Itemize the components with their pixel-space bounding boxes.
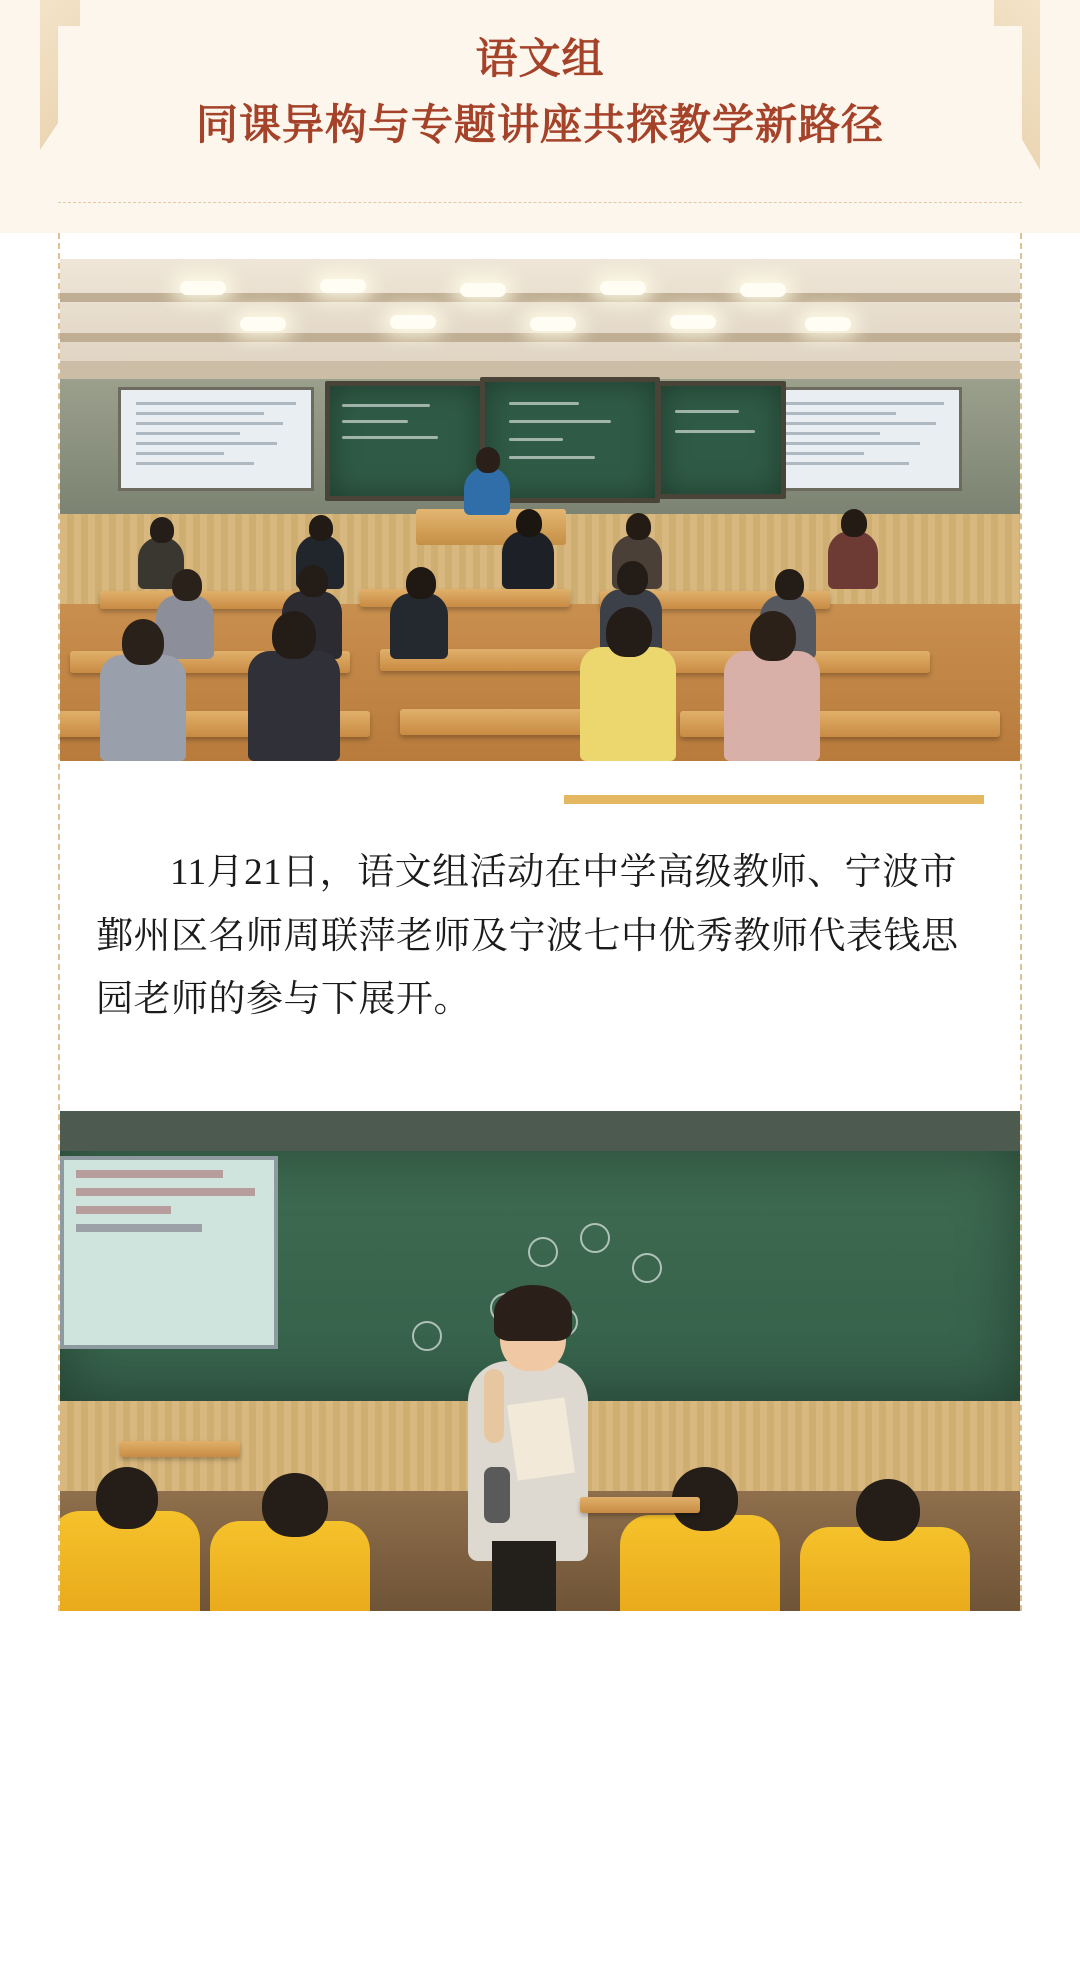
- article-header: [0, 0, 1080, 233]
- photo-top-spacer: [60, 233, 1020, 259]
- accent-bar: [564, 795, 984, 804]
- page-title: 语文组: [475, 35, 605, 82]
- header-inner: [58, 26, 1022, 176]
- projection-screen: [60, 1156, 278, 1349]
- teacher-head: [476, 447, 500, 473]
- photo-block-1: [60, 259, 1020, 761]
- presenter-raised-arm: [484, 1369, 504, 1443]
- content-column: [58, 233, 1022, 1611]
- presenter-legs: [492, 1541, 556, 1611]
- lecture-hall-photo: [60, 259, 1020, 761]
- blackboard-right: [656, 381, 786, 499]
- classroom-ceiling-2: [60, 1111, 1020, 1151]
- blackboard-left: [325, 381, 485, 501]
- presenter-paper: [507, 1397, 575, 1480]
- header-divider: [58, 202, 1022, 203]
- presenter-bag: [484, 1467, 510, 1523]
- article-paragraph: 11月21日，语文组活动在中学高级教师、宁波市鄞州区名师周联萍老师及宁波七中优秀教师代表钱思园老师的参与下展开。: [96, 851, 959, 1021]
- teacher-body: [464, 467, 510, 515]
- photo-block-2: [60, 1111, 1020, 1611]
- article-body: [60, 761, 1020, 1111]
- presenter-hair: [494, 1285, 572, 1341]
- page-subtitle: 同课异构与专题讲座共探教学新路径: [195, 100, 884, 148]
- student-presentation-photo: [60, 1111, 1020, 1611]
- projector-screen-left: [118, 387, 314, 491]
- projector-screen-right: [766, 387, 962, 491]
